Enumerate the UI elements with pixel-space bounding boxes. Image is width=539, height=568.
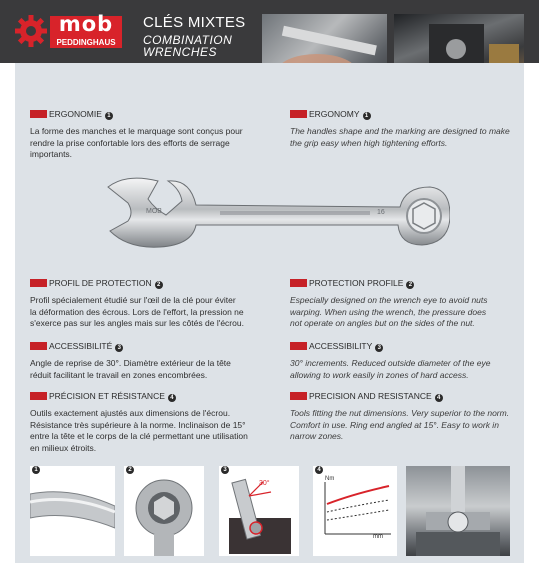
brand-logo [14,14,118,48]
heading-precision-text: PRÉCISION ET RÉSISTANCE [49,391,165,401]
thumbnail-number: 4 [315,466,323,474]
graph-x-label: mm [373,534,383,540]
number-badge: 3 [115,344,123,352]
number-badge: 4 [435,394,443,402]
heading-accessibility-text: ACCESSIBILITY [309,341,373,351]
text-line: Comfort in use. Ring end angled at 15°. Easy to work in [290,419,499,430]
red-marker [30,110,47,118]
wrench-handle-illustration [30,476,115,556]
number-badge: 3 [375,344,383,352]
thumbnail-test-bench-photo [406,466,510,556]
wrench-image [100,175,450,255]
heading-protection-profile-text: PROTECTION PROFILE [309,278,404,288]
text-line: the grip easy when high tightening efforts. [290,137,448,148]
thumbnail-ring-profile [124,466,204,556]
text-line: not operate on angles but on the sides of the nut. [290,318,475,329]
wrench-size: 16 [377,209,385,216]
text-line: importants. [30,149,73,160]
number-badge: 1 [105,112,113,120]
heading-precision [30,390,176,402]
heading-precision-resistance [290,390,443,402]
heading-ergonomie [30,108,113,120]
heading-protection-profile [290,277,414,289]
red-marker [290,392,307,400]
text-ergonomie-fr [30,126,270,161]
text-line: 30° increments. Reduced outside diameter of the eye [290,358,491,368]
text-ergonomy-en [290,126,522,149]
page-title-fr: CLÉS MIXTES [143,14,246,31]
text-line: la déformation des écrous. Lors de l'effort, la pression ne [30,306,244,317]
heading-ergonomy [290,108,371,120]
text-line: Outils exactement ajustés aux dimensions de l'écrou. [30,408,231,418]
text-precision-fr [30,408,280,454]
text-line: Angle de reprise de 30°. Diamètre extérieur de la tête [30,358,231,368]
heading-ergonomie-text: ERGONOMIE [49,109,102,119]
graph-y-label: Nm [325,476,335,482]
heading-profil [30,277,163,289]
red-marker [30,279,47,287]
text-profil-en [290,295,520,330]
logo-subtext: PEDDINGHAUS [50,38,122,48]
text-line: narrow zones. [290,431,344,442]
text-line: réduit facilitant le travail en zones encombrées. [30,369,208,380]
text-line: Résistance très supérieure à la norme. Inclinaison de 15° [30,419,246,430]
number-badge: 2 [406,281,414,289]
red-marker [290,110,307,118]
heading-accessibility [290,340,383,352]
thumbnail-handle-detail [30,466,115,556]
gear-logo-icon [14,14,48,48]
heading-accessibilite [30,340,123,352]
text-line: Profil spécialement étudié sur l'œil de la clé pour éviter [30,295,236,305]
wrench-marking: MOB [146,208,162,215]
red-marker [290,279,307,287]
text-accessibilite-fr [30,358,270,381]
text-precision-en [290,408,522,443]
thumbnail-angle [219,466,299,556]
page-title-en-line1: COMBINATION [143,33,233,47]
red-marker [30,342,47,350]
text-line: entre la tête et le corps de la clé permettant une utilisation [30,431,248,442]
heading-accessibilite-text: ACCESSIBILITÉ [49,341,113,351]
text-accessibility-en [290,358,520,381]
heading-ergonomy-text: ERGONOMY [309,109,360,119]
heading-profil-text: PROFIL DE PROTECTION [49,278,152,288]
number-badge: 4 [168,394,176,402]
red-marker [30,392,47,400]
angle-label: 30° [259,480,270,487]
text-line: Especially designed on the wrench eye to avoid nuts [290,295,488,305]
wrench-ring-illustration [124,476,204,556]
red-marker [290,342,307,350]
thumbnail-torque-graph [313,466,397,556]
thumbnail-number: 3 [221,466,229,474]
angle-illustration [219,476,299,556]
text-line: en milieux étroits. [30,442,97,453]
text-line: rendre la prise confortable lors des efforts de serrage [30,137,230,148]
text-line: s'exerce pas sur les angles mais sur les côtés de l'écrou. [30,318,244,329]
page-title-en-line2: WRENCHES [143,45,218,59]
text-line: The handles shape and the marking are designed to make [290,126,510,136]
text-line: warping. When using the wrench, the pressure does [290,306,487,317]
number-badge: 2 [155,281,163,289]
text-profil-fr [30,295,275,330]
text-line: La forme des manches et le marquage sont conçus pour [30,126,243,136]
text-line: allowing to work easily in zones of hard access. [290,369,469,380]
thumbnail-number: 1 [32,466,40,474]
heading-precision-resistance-text: PRECISION AND RESISTANCE [309,391,432,401]
logo-text: mob [58,12,114,36]
page-title-en [143,34,232,58]
torque-graph [313,476,397,556]
text-line: Tools fitting the nut dimensions. Very superior to the norm. [290,408,510,418]
number-badge: 1 [363,112,371,120]
thumbnail-number: 2 [126,466,134,474]
